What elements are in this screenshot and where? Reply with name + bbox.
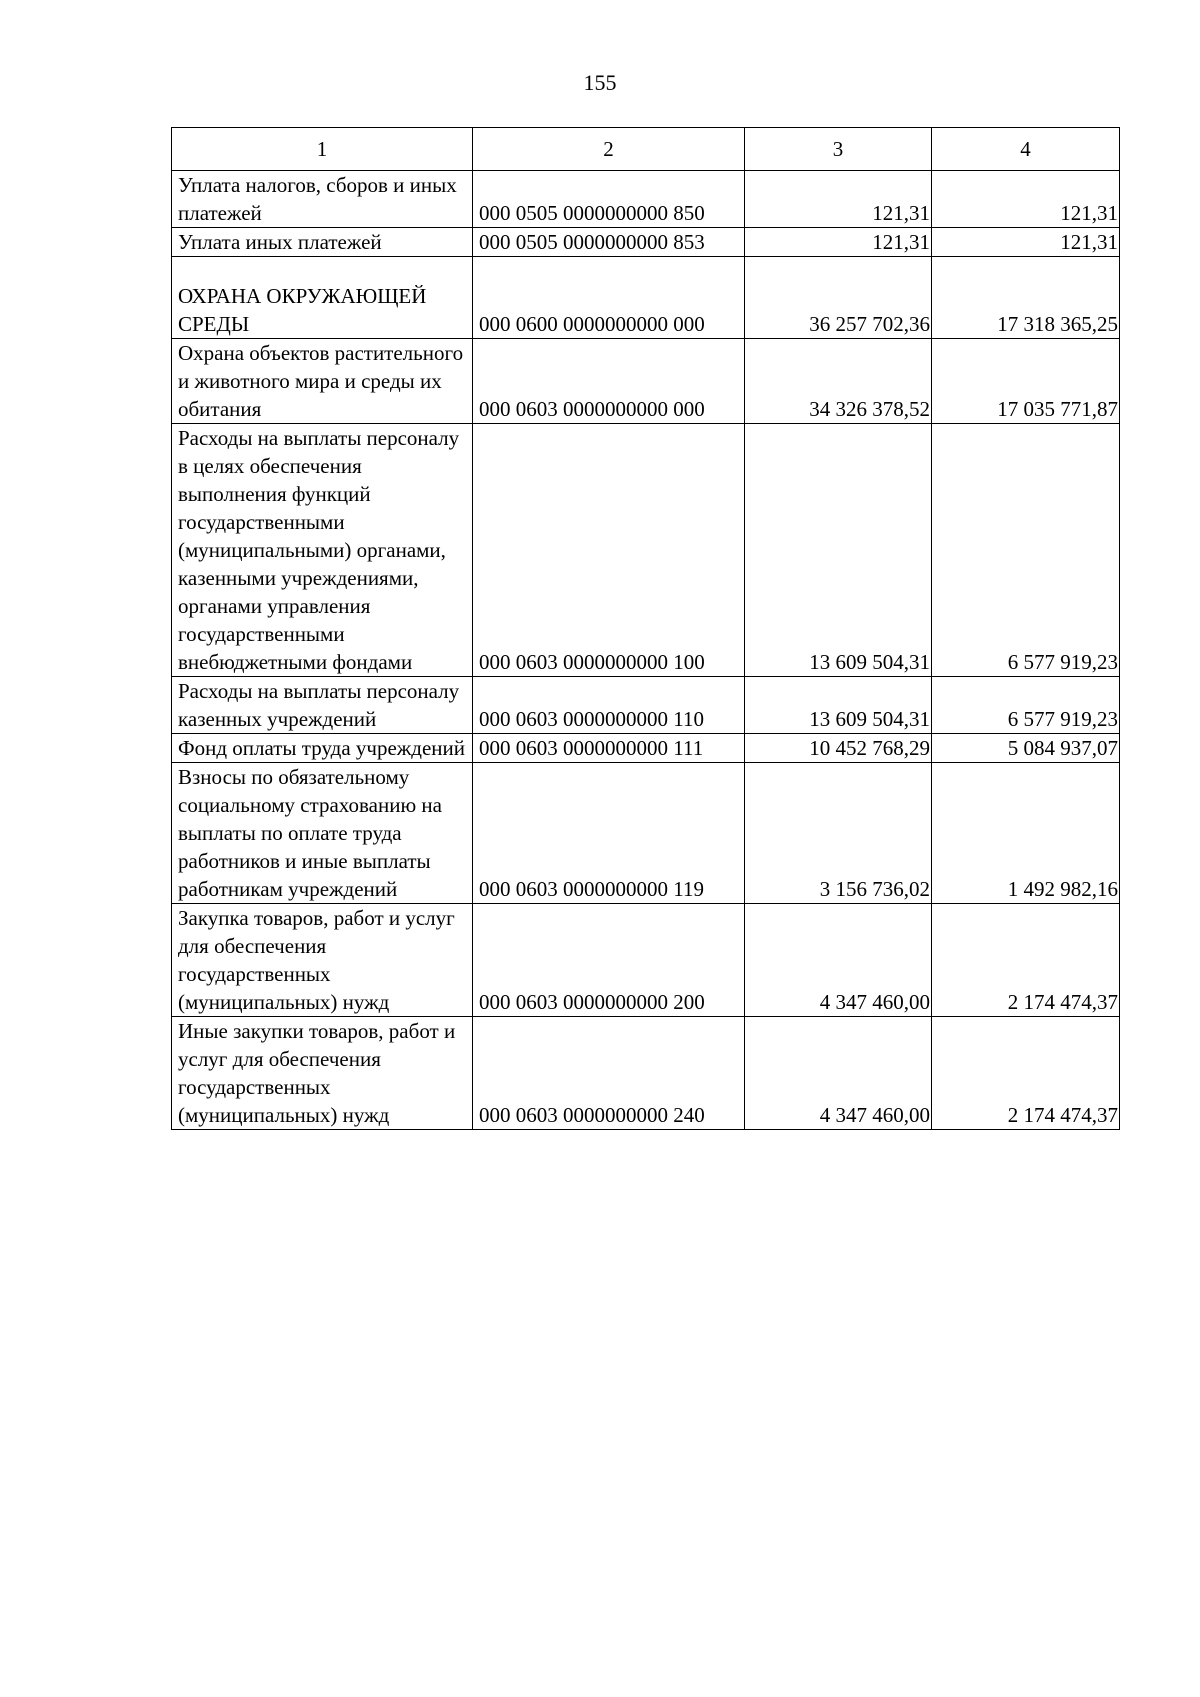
row-value-col3: 3 156 736,02: [745, 763, 932, 904]
row-value-col3: 10 452 768,29: [745, 734, 932, 763]
row-name: ОХРАНА ОКРУЖАЮЩЕЙ СРЕДЫ: [172, 257, 473, 339]
page-number: 155: [583, 70, 617, 95]
row-name: Расходы на выплаты персоналу казенных учреждений: [172, 677, 473, 734]
table-row: [172, 763, 1120, 904]
row-code: 000 0603 0000000000 100: [473, 424, 745, 677]
row-code: 000 0505 0000000000 850: [473, 171, 745, 228]
table-row: [172, 904, 1120, 1017]
row-value-col4: 6 577 919,23: [932, 424, 1120, 677]
row-value-col3: 34 326 378,52: [745, 339, 932, 424]
row-value-col3: 4 347 460,00: [745, 904, 932, 1017]
table-row: [172, 257, 1120, 339]
column-header-3: 3: [745, 128, 932, 171]
row-value-col4: 17 035 771,87: [932, 339, 1120, 424]
row-name: Фонд оплаты труда учреждений: [172, 734, 473, 763]
table-row: [172, 734, 1120, 763]
column-header-2: 2: [473, 128, 745, 171]
row-code: 000 0603 0000000000 111: [473, 734, 745, 763]
row-code: 000 0603 0000000000 240: [473, 1017, 745, 1130]
table-row: [172, 339, 1120, 424]
table-row: [172, 424, 1120, 677]
row-name: Охрана объектов растительного и животного мира и среды их обитания: [172, 339, 473, 424]
row-code: 000 0505 0000000000 853: [473, 228, 745, 257]
column-header-4: 4: [932, 128, 1120, 171]
row-code: 000 0603 0000000000 119: [473, 763, 745, 904]
table-row: [172, 171, 1120, 228]
row-value-col3: 4 347 460,00: [745, 1017, 932, 1130]
table-row: [172, 677, 1120, 734]
row-name: Уплата налогов, сборов и иных платежей: [172, 171, 473, 228]
budget-table: [171, 127, 1120, 1130]
row-code: 000 0603 0000000000 200: [473, 904, 745, 1017]
row-value-col3: 121,31: [745, 228, 932, 257]
row-value-col4: 5 084 937,07: [932, 734, 1120, 763]
row-code: 000 0603 0000000000 000: [473, 339, 745, 424]
row-value-col4: 17 318 365,25: [932, 257, 1120, 339]
column-header-1: 1: [172, 128, 473, 171]
row-value-col4: 121,31: [932, 228, 1120, 257]
table-header-row: [172, 128, 1120, 171]
table-row: [172, 228, 1120, 257]
row-value-col3: 36 257 702,36: [745, 257, 932, 339]
row-code: 000 0603 0000000000 110: [473, 677, 745, 734]
row-name: Расходы на выплаты персоналу в целях обеспечения выполнения функций государственными (муниципальными) органами, казенными учреждениями, органами управления государственными внебюджетными фондами: [172, 424, 473, 677]
row-name: Закупка товаров, работ и услуг для обеспечения государственных (муниципальных) нужд: [172, 904, 473, 1017]
row-value-col3: 13 609 504,31: [745, 677, 932, 734]
table-row: [172, 1017, 1120, 1130]
row-value-col4: 6 577 919,23: [932, 677, 1120, 734]
row-value-col3: 13 609 504,31: [745, 424, 932, 677]
row-name: Взносы по обязательному социальному страхованию на выплаты по оплате труда работников и иные выплаты работникам учреждений: [172, 763, 473, 904]
row-value-col3: 121,31: [745, 171, 932, 228]
row-name: Уплата иных платежей: [172, 228, 473, 257]
row-code: 000 0600 0000000000 000: [473, 257, 745, 339]
row-value-col4: 2 174 474,37: [932, 1017, 1120, 1130]
row-name: Иные закупки товаров, работ и услуг для обеспечения государственных (муниципальных) нужд: [172, 1017, 473, 1130]
row-value-col4: 1 492 982,16: [932, 763, 1120, 904]
row-value-col4: 121,31: [932, 171, 1120, 228]
row-value-col4: 2 174 474,37: [932, 904, 1120, 1017]
